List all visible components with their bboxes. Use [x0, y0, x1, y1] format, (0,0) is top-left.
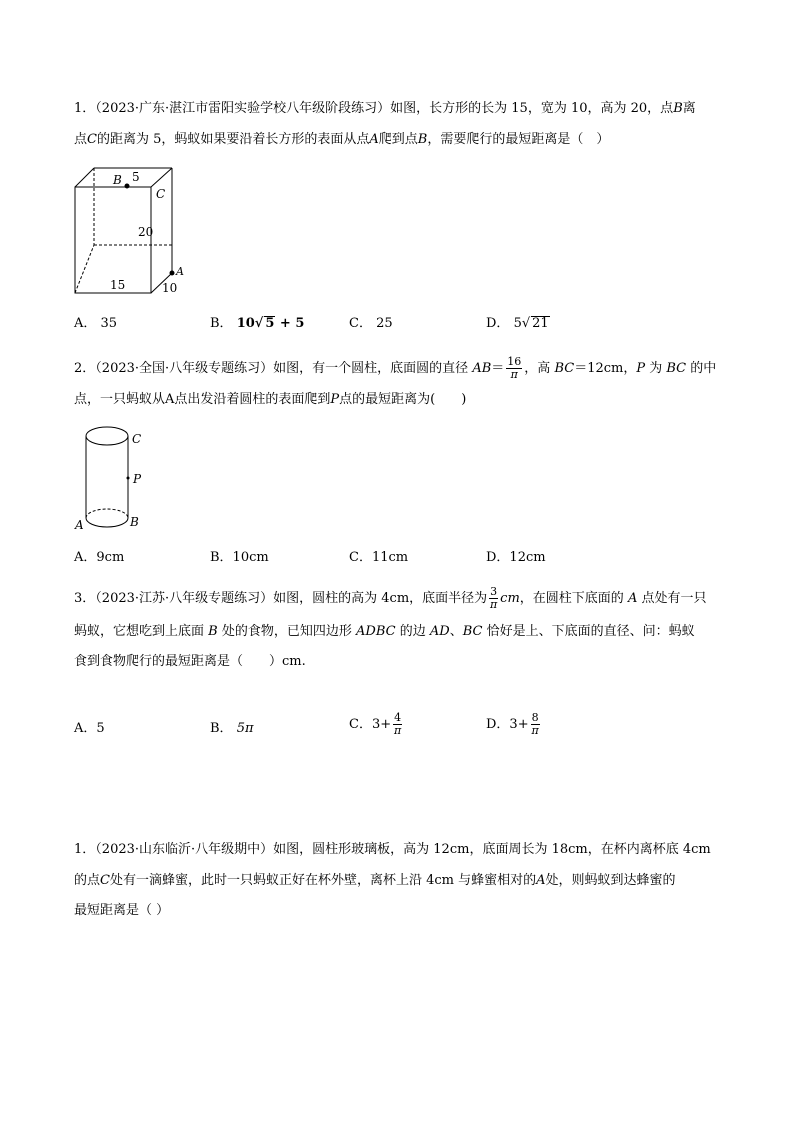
q1-option-c[interactable]: C． 25	[349, 316, 393, 331]
q2-line-1: 2．（2023·全国·八年级专题练习）如图，有一个圆柱，底面圆的直径 AB＝ $\frac{16}{\pi}$ ，高 BC＝12cm，P 为 BC 的中	[74, 355, 717, 381]
q2-line-2: 点，一只蚂蚁从A点出发沿着圆柱的表面爬到P点的最短距离为( )	[74, 392, 467, 407]
q4-line-3: 最短距离是（ ）	[74, 903, 170, 918]
q1-fig-label-10: 10	[162, 281, 178, 295]
q1-line-2: 点C的距离为 5，蚂蚁如果要沿着长方形的表面从点A爬到点B，需要爬行的最短距离是（ ）	[74, 132, 610, 147]
q2-fig-label-b: B	[130, 515, 139, 529]
q1-option-d[interactable]: D． 5√ 21	[486, 316, 549, 331]
q2-option-b[interactable]: B．10cm	[210, 550, 269, 565]
q1-fig-label-5: 5	[132, 170, 140, 184]
q3-option-a[interactable]: A．5	[74, 721, 105, 736]
q2-option-a[interactable]: A．9cm	[74, 550, 125, 565]
q1-line-1: 1．（2023·广东·湛江市雷阳实验学校八年级阶段练习）如图，长方形的长为 15，宽为 10，高为 20，点B离	[74, 101, 696, 116]
q2-fraction: $\frac{16}{\pi}$	[507, 355, 522, 381]
q1-point-a	[170, 271, 175, 276]
q3-option-c[interactable]: C．3+ $\frac{4}{\pi}$	[349, 711, 402, 737]
q3-option-b[interactable]: B． 5π	[210, 721, 254, 736]
q2-fig-label-a: A	[75, 518, 84, 532]
q3-line-2: 蚂蚁，它想吃到上底面 B 处的食物，已知四边形 ADBC 的边 AD、BC 恰好是上、下底面的直径、问：蚂蚁	[74, 624, 695, 639]
q1-fig-label-15: 15	[110, 278, 126, 292]
q1-source: （2023·广东·湛江市雷阳实验学校八年级阶段练习）	[95, 101, 391, 116]
q1-fig-label-c: C	[156, 187, 166, 201]
q1-fig-label-b: B	[113, 173, 122, 187]
q3-source: （2023·江苏·八年级专题练习）	[95, 591, 274, 606]
q2-point-p	[127, 477, 130, 480]
q2-fig-label-p: P	[133, 472, 142, 486]
q1-point-b	[125, 184, 130, 189]
q1-option-b[interactable]: B． 10√ 5 + 5	[210, 316, 305, 331]
q4-source: （2023·山东临沂·八年级期中）	[95, 842, 274, 857]
q2-cylinder-figure	[72, 423, 162, 538]
q2-fig-label-c: C	[132, 432, 142, 446]
q1-option-a[interactable]: A． 35	[74, 316, 118, 331]
q3-fraction: $\frac{3}{\pi}$	[490, 585, 498, 611]
q2-option-c[interactable]: C．11cm	[349, 550, 409, 565]
q4-line-2: 的点C处有一滴蜂蜜，此时一只蚂蚁正好在杯外壁，离杯上沿 4cm 与蜂蜜相对的A处，则蚂蚁到达蜂蜜的	[74, 873, 676, 888]
q2-option-d[interactable]: D．12cm	[486, 550, 546, 565]
q4-line-1: 1．（2023·山东临沂·八年级期中）如图，圆柱形玻璃板，高为 12cm，底面周长为 18cm，在杯内离杯底 4cm	[74, 842, 711, 857]
q1-fig-label-20: 20	[138, 225, 154, 239]
q3-line-3: 食到食物爬行的最短距离是（ ）cm.	[74, 654, 306, 669]
q2-source: （2023·全国·八年级专题练习）	[95, 361, 274, 376]
q3-line-1: 3．（2023·江苏·八年级专题练习）如图，圆柱的高为 4cm，底面半径为 $\frac{3}{\pi}$ cm，在圆柱下底面的 A 点处有一只	[74, 585, 707, 611]
q3-option-d[interactable]: D．3+ $\frac{8}{\pi}$	[486, 711, 539, 737]
q1-box-figure	[70, 165, 200, 300]
q1-fig-label-a: A	[176, 265, 184, 278]
